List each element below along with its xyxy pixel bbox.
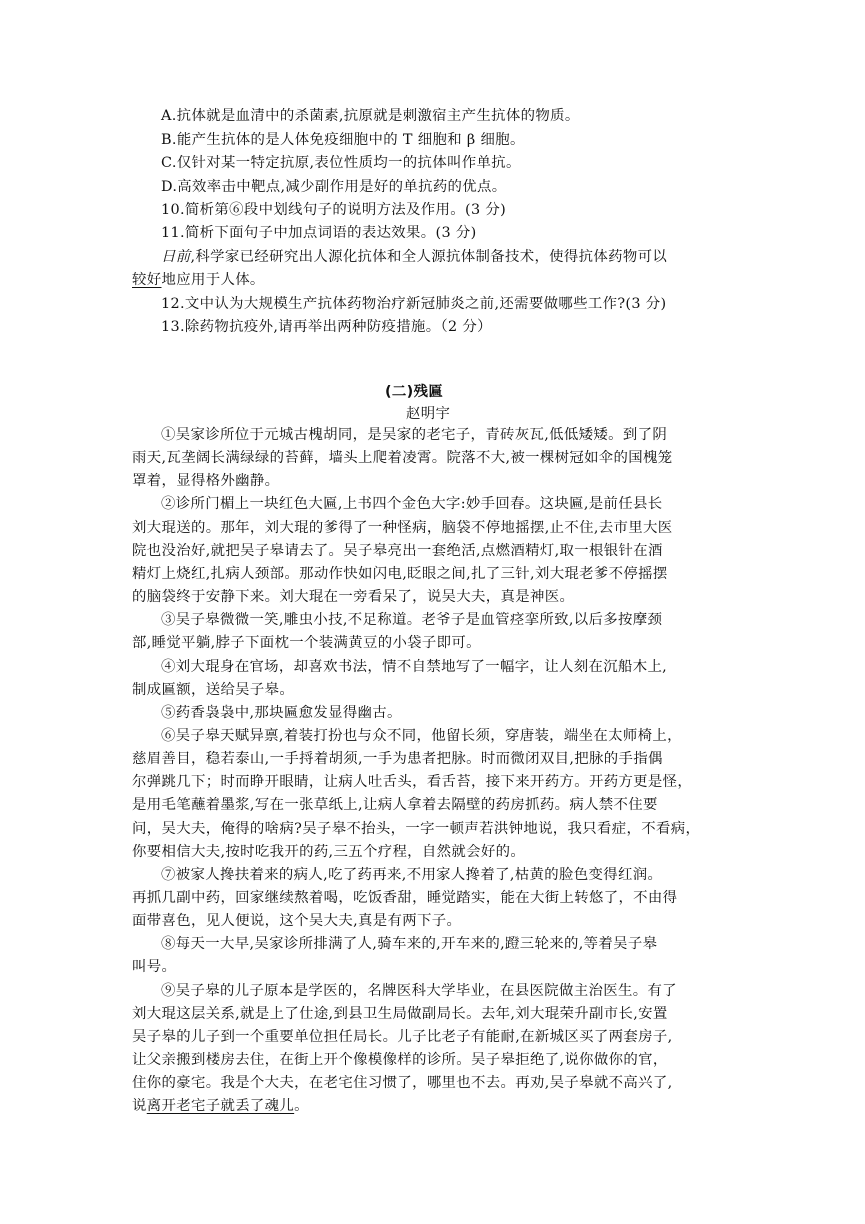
article-line: 你要相信大夫,按时吃我开的药,三五个疗程，自然就会好的。 <box>132 843 526 860</box>
article-author: 赵明宇 <box>406 406 451 422</box>
article-line: 问，吴大夫，俺得的啥病?吴子皋不抬头，一字一顿声若洪钟地说，我只看症，不看病， <box>132 820 701 837</box>
article-line: 部,睡觉平躺,脖子下面枕一个装满黄豆的小袋子即可。 <box>132 635 481 652</box>
article-line: ⑨吴子皋的儿子原本是学医的，名牌医科大学毕业，在县医院做主治医生。有了 <box>161 982 677 999</box>
article-line: 刘大琨送的。那年，刘大琨的爹得了一种怪病，脑袋不停地摇摆,止不住,去市里大医 <box>132 519 673 536</box>
option-c: C.仅针对某一特定抗原,表位性质均一的抗体叫作单抗。 <box>161 155 521 171</box>
article-line: ⑧每天一大早,吴家诊所排满了人,骑车来的,开车来的,蹬三轮来的,等着吴子皋 <box>161 936 658 953</box>
article-line: 住你的豪宅。我是个大夫，在老宅住习惯了，哪里也不去。再劝,吴子皋就不高兴了, <box>132 1075 673 1092</box>
article-line: 让父亲搬到楼房去住，在街上开个像模像样的诊所。吴子皋拒绝了,说你做你的官， <box>132 1052 668 1069</box>
underlined-word: 较好 <box>132 272 162 288</box>
question-11-quote-line2 <box>132 271 265 289</box>
article-line: 制成匾额，送给吴子皋。 <box>132 681 295 698</box>
option-d: D.高效率击中靶点,减少副作用是好的单抗药的优点。 <box>161 179 507 195</box>
underlined-phrase: 离开老宅子就丢了魂儿 <box>146 1098 295 1115</box>
question-13: 13.除药物抗疫外,请再举出两种防疫措施。（2 分） <box>161 319 492 335</box>
quote-text: 地应用于人体。 <box>161 272 265 288</box>
article-line: ⑦被家人搀扶着来的病人,吃了药再来,不用家人搀着了,枯黄的脸色变得红润。 <box>161 866 663 883</box>
article-line: 刘大琨这层关系,就是上了仕途,到县卫生局做副局长。去年,刘大琨荣升副市长,安置 <box>132 1005 668 1022</box>
article-line: 雨天,瓦垄阔长满绿绿的苔藓，墙头上爬着凌霄。院落不大,被一棵树冠如伞的国槐笼 <box>132 450 673 467</box>
question-10: 10.简析第⑥段中划线句子的说明方法及作用。(3 分) <box>161 202 507 218</box>
article-line: 是用毛笔蘸着墨浆,写在一张草纸上,让病人拿着去隔壁的药房抓药。病人禁不住要 <box>132 797 658 814</box>
question-12: 12.文中认为大规模生产抗体药物治疗新冠肺炎之前,还需要做哪些工作?(3 分) <box>161 296 667 312</box>
article-line: ⑤药香袅袅中,那块匾愈发显得幽古。 <box>161 704 402 721</box>
article-line: ①吴家诊所位于元城古槐胡同，是吴家的老宅子，青砖灰瓦,低低矮矮。到了阴 <box>161 427 668 443</box>
article-title: (二)残匾 <box>385 384 444 400</box>
article-line: 吴子皋的儿子到一个重要单位担任局长。儿子比老子有能耐,在新城区买了两套房子, <box>132 1028 673 1045</box>
article-line: 慈眉善目，稳若泰山,一手捋着胡须,一手为患者把脉。时而微闭双目,把脉的手指偶 <box>132 751 663 768</box>
article-line: 叫号。 <box>132 959 177 976</box>
article-line: 再抓几副中药，回家继续熬着喝，吃饭香甜，睡觉踏实，能在大街上转悠了，不由得 <box>132 890 678 906</box>
question-11-quote-line1 <box>161 248 667 266</box>
article-line: 的脑袋终于安静下来。刘大琨在一旁看呆了，说吴大夫，真是神医。 <box>132 589 575 606</box>
article-line: ⑥吴子皋天赋异禀,着装打扮也与众不同，他留长须，穿唐装，端坐在太师椅上， <box>161 727 682 744</box>
quote-text: ,科学家已经研究出人源化抗体和全人源抗体制备技术，使得抗体药物可以 <box>190 249 668 265</box>
question-11: 11.简析下面句子中加点词语的表达效果。(3 分) <box>161 225 477 241</box>
option-a: A.抗体就是血清中的杀菌素,抗原就是刺激宿主产生抗体的物质。 <box>161 108 580 124</box>
article-line: 院也没治好,就把吴子皋请去了。吴子皋亮出一套绝活,点燃酒精灯,取一根银针在酒 <box>132 542 663 559</box>
line-end: 。 <box>294 1098 309 1115</box>
article-line: 精灯上烧红,扎病人颈部。那动作快如闪电,眨眼之间,扎了三针,刘大琨老爹不停摇摆 <box>132 565 668 582</box>
article-line: 罩着，显得格外幽静。 <box>132 473 280 490</box>
article-line: 尔弹跳几下；时而睁开眼睛，让病人吐舌头，看舌苔，接下来开药方。开药方更是怪， <box>132 774 693 791</box>
article-line: ③吴子皋微微一笑,雕虫小技,不足称道。老爷子是血管痉挛所致,以后多按摩颈 <box>161 612 663 629</box>
article-line: 说离开老宅子就丢了魂儿。 <box>132 1098 309 1115</box>
article-line: ②诊所门楣上一块红色大匾,上书四个金色大字:妙手回春。这块匾,是前任县长 <box>161 496 663 513</box>
article-line: ④刘大琨身在官场，却喜欢书法，情不自禁地写了一幅字，让人刻在沉船木上, <box>161 658 668 675</box>
italic-word: 日前 <box>161 249 191 265</box>
article-line: 面带喜色，见人便说，这个吴大夫,真是有两下子。 <box>132 913 462 930</box>
option-b: B.能产生抗体的是人体免疫细胞中的 T 细胞和 β 细胞。 <box>161 132 525 148</box>
